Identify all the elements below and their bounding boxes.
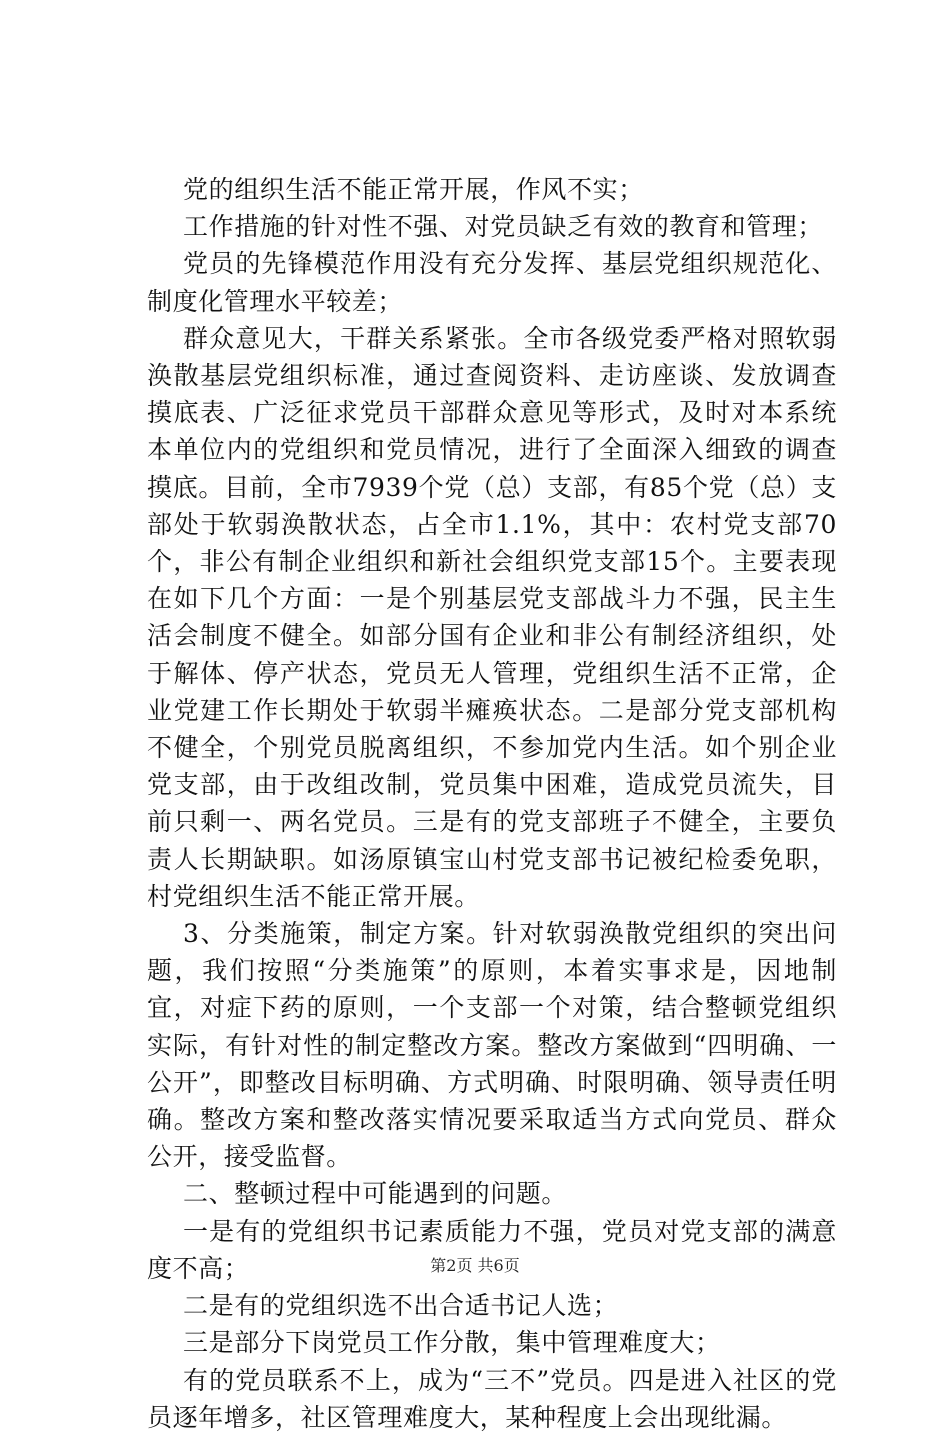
page-number-footer: 第2页 共6页 [430,1256,520,1275]
paragraph: 有的党员联系不上，成为“三不”党员。四是进入社区的党员逐年增多，社区管理难度大，某种程度上会出现纰漏。 [147,1365,837,1432]
paragraph: 3、分类施策，制定方案。针对软弱涣散党组织的突出问题，我们按照“分类施策”的原则，本着实事求是，因地制宜，对症下药的原则，一个支部一个对策，结合整顿党组织实际，有针对性的制定整改方案。整改方案做到“四明确、一公开”，即整改目标明确、方式明确、时限明确、领导责任明确。整改方案和整改落实情况要采取适当方式向党员、群众公开，接受监督。 [147,919,837,1172]
paragraph: 二是有的党组织选不出合适书记人选； [183,1291,619,1321]
paragraph: 三是部分下岗党员工作分散，集中管理难度大； [183,1328,721,1358]
paragraph: 党员的先锋模范作用没有充分发挥、基层党组织规范化、制度化管理水平较差； [147,249,837,316]
section-heading: 二、整顿过程中可能遇到的问题。 [183,1179,568,1209]
document-body [147,171,837,1436]
paragraph: 党的组织生活不能正常开展，作风不实； [183,175,644,204]
paragraph: 一是有的党组织书记素质能力不强，党员对党支部的满意度不高； [147,1216,837,1283]
paragraph: 工作措施的针对性不强、对党员缺乏有效的教育和管理； [183,212,824,242]
paragraph: 群众意见大，干群关系紧张。全市各级党委严格对照软弱涣散基层党组织标准，通过查阅资料、走访座谈、发放调查摸底表、广泛征求党员干部群众意见等形式，及时对本系统本单位内的党组织和党员情况，进行了全面深入细致的调查摸底。目前，全市7939个党（总）支部，有85个党（总）支部处于软弱涣散状态，占全市1.1%，其中：农村党支部70个，非公有制企业组织和新社会组织党支部15个。主要表现在如下几个方面：一是个别基层党支部战斗力不强，民主生活会制度不健全。如部分国有企业和非公有制经济组织，处于解体、停产状态，党员无人管理，党组织生活不正常，企业党建工作长期处于软弱半瘫痪状态。二是部分党支部机构不健全，个别党员脱离组织，不参加党内生活。如个别企业党支部，由于改组改制，党员集中困难，造成党员流失，目前只剩一、两名党员。三是有的党支部班子不健全，主要负责人长期缺职。如汤原镇宝山村党支部书记被纪检委免职，村党组织生活不能正常开展。 [147,323,837,911]
